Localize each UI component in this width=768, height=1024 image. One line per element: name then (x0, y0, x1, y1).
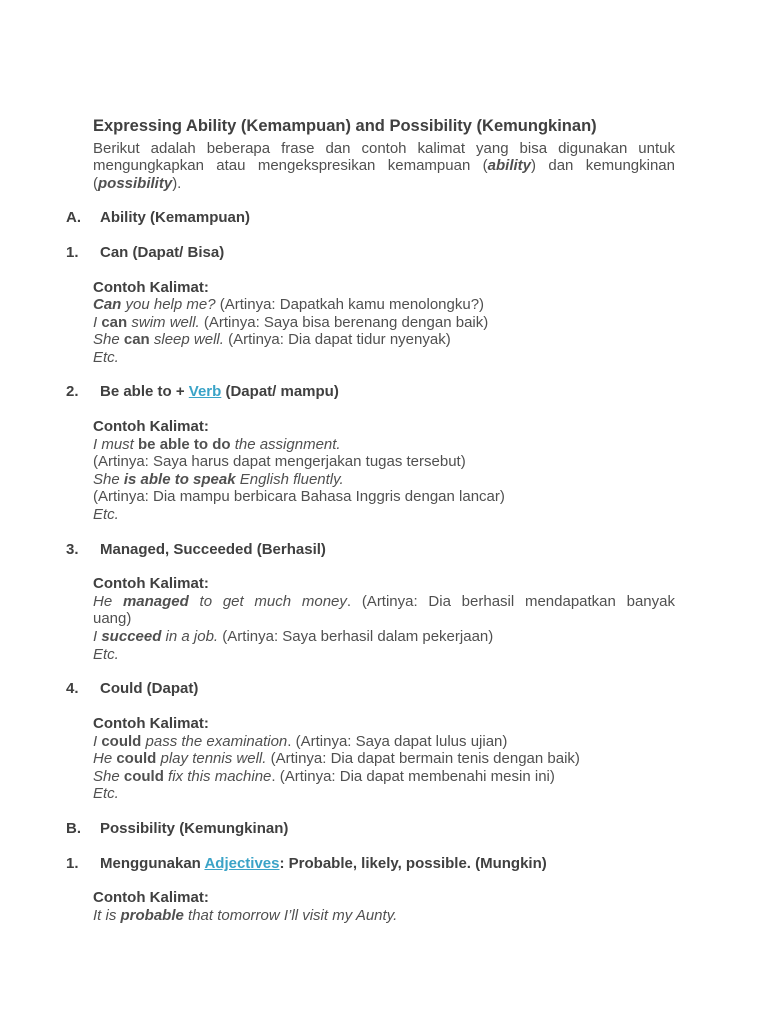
contoh-label: Contoh Kalimat: (93, 889, 209, 906)
etc-label: Etc. (93, 506, 119, 523)
example-line: She is able to speak English fluently. (93, 471, 344, 488)
etc-label: Etc. (93, 349, 119, 366)
example-line: Can you help me? (Artinya: Dapatkah kamu menolongku?) (93, 296, 485, 313)
contoh-label: Contoh Kalimat: (93, 715, 209, 732)
adjectives-link[interactable]: Adjectives (204, 855, 280, 872)
example-line: I must be able to do the assignment. (93, 436, 341, 453)
page-title: Expressing Ability (Kemampuan) and Possibility (Kemungkinan) (93, 117, 597, 135)
verb-link[interactable]: Verb (188, 383, 222, 400)
contoh-label: Contoh Kalimat: (93, 418, 209, 435)
example-line: It is probable that tomorrow I’ll visit my Aunty. (93, 907, 398, 924)
intro-line-3: (possibility). (93, 175, 182, 192)
translation-line: (Artinya: Saya harus dapat mengerjakan tugas tersebut) (93, 453, 466, 470)
item-a4-heading: 4. Could (Dapat) (66, 680, 199, 697)
item-a2-heading: 2. Be able to + Verb (Dapat/ mampu) (66, 383, 339, 400)
translation-line: (Artinya: Dia mampu berbicara Bahasa Inggris dengan lancar) (93, 488, 505, 505)
etc-label: Etc. (93, 785, 119, 802)
intro-line-2: mengungkapkan atau mengekspresikan kemampuan (ability) dan kemungkinan (93, 157, 675, 174)
item-b1-heading: 1. Menggunakan Adjectives: Probable, likely, possible. (Mungkin) (66, 855, 547, 872)
example-line: She can sleep well. (Artinya: Dia dapat tidur nyenyak) (93, 331, 451, 348)
section-a-heading: A. Ability (Kemampuan) (66, 209, 251, 226)
example-line: I can swim well. (Artinya: Saya bisa berenang dengan baik) (93, 314, 489, 331)
example-line: He managed to get much money. (Artinya: Dia berhasil mendapatkan banyak (93, 593, 675, 610)
example-line-cont: uang) (93, 610, 132, 627)
example-line: I succeed in a job. (Artinya: Saya berhasil dalam pekerjaan) (93, 628, 494, 645)
section-b-heading: B. Possibility (Kemungkinan) (66, 820, 289, 837)
example-line: I could pass the examination. (Artinya: Saya dapat lulus ujian) (93, 733, 508, 750)
example-line: He could play tennis well. (Artinya: Dia dapat bermain tenis dengan baik) (93, 750, 580, 767)
intro-line-1: Berikut adalah beberapa frase dan contoh kalimat yang bisa digunakan untuk (93, 140, 675, 157)
item-a3-heading: 3. Managed, Succeeded (Berhasil) (66, 541, 326, 558)
example-line: She could fix this machine. (Artinya: Dia dapat membenahi mesin ini) (93, 768, 555, 785)
contoh-label: Contoh Kalimat: (93, 279, 209, 296)
contoh-label: Contoh Kalimat: (93, 575, 209, 592)
etc-label: Etc. (93, 646, 119, 663)
item-a1-heading: 1. Can (Dapat/ Bisa) (66, 244, 225, 261)
